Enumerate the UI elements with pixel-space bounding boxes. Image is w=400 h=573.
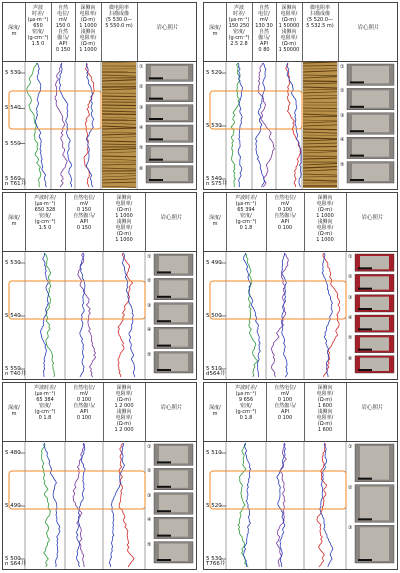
log-curve bbox=[35, 63, 46, 187]
scale-bar bbox=[358, 478, 372, 480]
header-label: 自然 电位/ mV bbox=[258, 5, 270, 23]
core-sample bbox=[159, 256, 188, 273]
log-curve bbox=[109, 443, 124, 567]
core-sample bbox=[151, 66, 188, 79]
header-range: 1 50000 bbox=[278, 23, 300, 29]
header-label: 自然伽马/ API bbox=[274, 403, 296, 415]
header-range: 1 2 000 bbox=[114, 427, 134, 433]
log-curve bbox=[73, 443, 85, 567]
core-sample bbox=[159, 519, 188, 536]
depth-label: 5 540 bbox=[5, 313, 21, 319]
header-label: 岩心照片 bbox=[160, 405, 183, 411]
scale-bar bbox=[157, 345, 171, 347]
core-sample bbox=[159, 329, 188, 346]
scale-bar bbox=[149, 179, 163, 181]
depth-label: 5 500 bbox=[206, 313, 222, 319]
header-label: 深度/ m bbox=[8, 215, 20, 227]
header-range: 130 30 bbox=[255, 23, 273, 29]
scale-bar bbox=[157, 486, 171, 488]
highlight-interval bbox=[9, 471, 145, 509]
scale-bar bbox=[157, 559, 171, 561]
depth-label: 5 550 bbox=[5, 140, 21, 147]
scale-bar bbox=[157, 320, 171, 322]
header-cell bbox=[51, 3, 76, 61]
log-curve bbox=[238, 443, 248, 567]
depth-label: 5 540 bbox=[206, 176, 222, 182]
header-label: 密度/ (g·cm⁻³) bbox=[27, 29, 49, 41]
header-label: 声波时差/ (μs·m⁻¹) bbox=[235, 195, 257, 207]
scale-bar bbox=[350, 81, 364, 83]
header-label: 深侧向 电阻率/ (Ω·m) bbox=[115, 385, 133, 403]
header-cell bbox=[137, 3, 198, 61]
header-label: 自然 伽马/ API bbox=[57, 29, 69, 47]
header-cell bbox=[25, 383, 66, 441]
scale-bar bbox=[358, 288, 372, 290]
log-curve bbox=[55, 63, 67, 187]
header-label: 浅侧向 电阻率/ (Ω·m) bbox=[316, 409, 334, 427]
header-label: 岩心照片 bbox=[160, 215, 183, 221]
header-label: 岩心照片 bbox=[361, 215, 384, 221]
depth-label: 5 480 bbox=[5, 450, 21, 456]
photo-number: ③ bbox=[348, 294, 353, 301]
photo-number: ③ bbox=[139, 104, 144, 111]
header-range: 0 1.8 bbox=[38, 415, 52, 421]
header-range: 0 80 bbox=[258, 47, 270, 53]
header-cell bbox=[3, 3, 26, 61]
log-curve bbox=[243, 443, 250, 567]
scale-bar bbox=[350, 155, 364, 157]
header-cell bbox=[302, 3, 339, 61]
photo-number: ① bbox=[348, 444, 353, 450]
image-log-fracture bbox=[303, 129, 337, 130]
header-cell bbox=[346, 383, 399, 441]
header-cell bbox=[252, 3, 277, 61]
header-range: 1 50000 bbox=[278, 47, 300, 53]
header-label: 岩心照片 bbox=[361, 405, 384, 411]
header-range: 1 2 000 bbox=[114, 403, 134, 409]
header-label: 自然电位/ mV bbox=[73, 385, 95, 397]
photo-number: ④ bbox=[340, 137, 345, 144]
header-label: 密度/ (g·cm⁻³) bbox=[34, 213, 56, 225]
header-cell bbox=[266, 383, 305, 441]
header-cell bbox=[226, 193, 267, 251]
scale-bar bbox=[157, 296, 171, 298]
log-panel bbox=[203, 2, 398, 190]
log-tracks bbox=[3, 251, 196, 379]
header-label: 微电阻率 扫描成像 (5 520.0— 5 532.5 m) bbox=[306, 5, 334, 29]
header-label: 深侧向 电阻率/ (Ω·m) bbox=[79, 5, 97, 23]
header-range: 0 150 bbox=[55, 47, 71, 53]
scale-bar bbox=[157, 369, 171, 371]
photo-number: ③ bbox=[348, 525, 353, 532]
photo-number: ④ bbox=[147, 517, 152, 524]
header-range: 0 1.8 bbox=[239, 225, 253, 231]
header-range: 650 bbox=[33, 23, 43, 29]
header-cell bbox=[65, 193, 104, 251]
log-curve bbox=[282, 253, 288, 377]
header-label: 自然 伽马/ API bbox=[258, 29, 270, 47]
header-cell bbox=[346, 193, 399, 251]
header-cell bbox=[101, 3, 138, 61]
scale-bar bbox=[358, 518, 372, 520]
photo-number: ⑤ bbox=[348, 335, 353, 342]
depth-label: 5 490 bbox=[206, 260, 222, 266]
header-label: 自然伽马/ API bbox=[274, 213, 296, 225]
log-curve bbox=[286, 63, 301, 187]
header-label: 深度/ m bbox=[8, 405, 20, 417]
photo-number: ② bbox=[340, 88, 345, 95]
header-cell bbox=[75, 3, 102, 61]
header-cell bbox=[25, 193, 66, 251]
depth-label: 5 540 bbox=[5, 105, 21, 112]
header-cell bbox=[103, 193, 146, 251]
well-name: n T61井 bbox=[5, 181, 27, 187]
log-curve bbox=[42, 443, 51, 567]
photo-number: ① bbox=[340, 64, 345, 70]
header-range: 0 100 bbox=[76, 415, 92, 421]
header-cell bbox=[25, 3, 52, 61]
log-tracks bbox=[204, 441, 397, 569]
header-range: 0 150 bbox=[76, 207, 92, 213]
photo-number: ⑤ bbox=[340, 161, 345, 168]
header-label: 深度/ m bbox=[209, 405, 221, 417]
log-curve bbox=[256, 63, 266, 187]
header-range: 1.5 0 bbox=[31, 41, 45, 47]
log-header bbox=[204, 193, 397, 252]
header-range: 1 1000 bbox=[316, 213, 334, 219]
scale-bar bbox=[149, 159, 163, 161]
core-sample bbox=[352, 164, 389, 181]
well-name: n S75井 bbox=[206, 181, 228, 187]
photo-number: ② bbox=[348, 484, 353, 491]
photo-number: ⑥ bbox=[139, 165, 144, 172]
header-label: 浅侧向 电阻率/ (Ω·m) bbox=[115, 219, 133, 237]
scale-bar bbox=[149, 98, 163, 100]
core-sample bbox=[159, 495, 188, 512]
core-sample bbox=[159, 354, 188, 371]
header-label: 岩心照片 bbox=[357, 25, 380, 31]
header-range: 1 1000 bbox=[79, 47, 97, 53]
scale-bar bbox=[350, 130, 364, 132]
scale-bar bbox=[157, 271, 171, 273]
header-cell bbox=[226, 3, 253, 61]
scale-bar bbox=[358, 267, 372, 269]
core-sample bbox=[360, 276, 389, 289]
header-range: 0 1.8 bbox=[239, 415, 253, 421]
depth-label: 5 560 bbox=[5, 176, 21, 182]
photo-number: ③ bbox=[147, 302, 152, 309]
log-panel bbox=[2, 382, 197, 570]
log-header bbox=[3, 193, 196, 252]
header-range: 150 0 bbox=[55, 23, 71, 29]
log-curve bbox=[322, 253, 332, 377]
depth-label: 5 510 bbox=[206, 450, 222, 456]
header-range: 65 394 bbox=[237, 207, 255, 213]
log-curve bbox=[41, 253, 49, 377]
log-panel bbox=[203, 192, 398, 380]
header-range: 1 600 bbox=[317, 403, 333, 409]
log-curve bbox=[320, 443, 333, 567]
header-label: 深度/ m bbox=[8, 25, 20, 37]
log-panel bbox=[2, 2, 197, 190]
header-cell bbox=[65, 383, 104, 441]
header-label: 浅侧向 电阻率/ (Ω·m) bbox=[79, 29, 97, 47]
header-cell bbox=[145, 193, 198, 251]
log-tracks bbox=[204, 251, 397, 379]
log-curve bbox=[231, 63, 240, 187]
header-range: 650 328 bbox=[34, 207, 56, 213]
header-range: 1.5 0 bbox=[38, 225, 52, 231]
core-sample bbox=[159, 446, 188, 463]
header-range: 1 1000 bbox=[79, 23, 97, 29]
header-cell bbox=[204, 383, 227, 441]
header-range: 1 600 bbox=[317, 427, 333, 433]
header-label: 声波时差/ (μs·m⁻¹) bbox=[34, 195, 56, 207]
header-label: 声波 时差/ (μs·m⁻¹) bbox=[228, 5, 250, 23]
log-curve bbox=[59, 63, 72, 187]
header-range: 1 1000 bbox=[115, 213, 133, 219]
core-sample bbox=[360, 487, 389, 521]
header-label: 自然伽马/ API bbox=[73, 403, 95, 415]
header-label: 岩心照片 bbox=[156, 25, 179, 31]
scale-bar bbox=[149, 77, 163, 79]
photo-number: ⑤ bbox=[139, 145, 144, 152]
depth-label: 5 500 bbox=[5, 556, 21, 562]
log-header bbox=[204, 3, 397, 62]
header-range: 0 100 bbox=[277, 415, 293, 421]
header-range: 0 100 bbox=[277, 397, 293, 403]
log-header bbox=[3, 3, 196, 62]
log-tracks bbox=[3, 61, 196, 189]
header-label: 密度/ (g·cm⁻³) bbox=[228, 29, 250, 41]
header-range: 2.5 2.8 bbox=[230, 41, 248, 47]
core-sample bbox=[352, 90, 389, 107]
core-sample bbox=[360, 527, 389, 561]
core-sample bbox=[360, 446, 389, 480]
photo-number: ① bbox=[348, 254, 353, 260]
depth-label: 5 490 bbox=[5, 503, 21, 509]
photo-number: ⑥ bbox=[348, 355, 353, 362]
log-tracks bbox=[3, 441, 196, 569]
header-cell bbox=[204, 193, 227, 251]
image-log-fracture bbox=[102, 105, 136, 106]
log-curve bbox=[27, 63, 41, 187]
scale-bar bbox=[149, 118, 163, 120]
photo-number: ① bbox=[147, 254, 152, 260]
header-cell bbox=[226, 383, 267, 441]
header-label: 深度/ m bbox=[209, 25, 221, 37]
photo-number: ② bbox=[147, 278, 152, 285]
header-label: 声波时差/ (μs·m⁻¹) bbox=[235, 385, 257, 397]
photo-number: ② bbox=[147, 468, 152, 475]
photo-number: ③ bbox=[147, 492, 152, 499]
highlight-interval bbox=[9, 281, 145, 319]
log-curve bbox=[78, 253, 96, 377]
header-cell bbox=[3, 193, 26, 251]
scale-bar bbox=[157, 510, 171, 512]
header-label: 密度/ (g·cm⁻³) bbox=[235, 403, 257, 415]
header-label: 深侧向 电阻率/ (Ω·m) bbox=[316, 385, 334, 403]
header-label: 浅侧向 电阻率/ (Ω·m) bbox=[115, 409, 133, 427]
header-cell bbox=[204, 3, 227, 61]
header-label: 自然电位/ mV bbox=[274, 195, 296, 207]
log-curve bbox=[245, 253, 257, 377]
photo-number: ④ bbox=[139, 125, 144, 131]
scale-bar bbox=[149, 138, 163, 140]
depth-label: 5 530 bbox=[206, 556, 222, 562]
header-label: 声波时差/ (μs·m⁻¹) bbox=[34, 385, 56, 397]
photo-number: ④ bbox=[147, 327, 152, 334]
header-label: 自然电位/ mV bbox=[274, 385, 296, 397]
scale-bar bbox=[358, 559, 372, 561]
header-range: 0 150 bbox=[76, 225, 92, 231]
scale-bar bbox=[157, 461, 171, 463]
scale-bar bbox=[350, 179, 364, 181]
header-label: 自然电位/ mV bbox=[73, 195, 95, 207]
core-sample bbox=[352, 66, 389, 83]
well-name: T766井 bbox=[206, 561, 226, 567]
log-curve bbox=[317, 443, 327, 567]
photo-number: ① bbox=[147, 444, 152, 450]
depth-label: 5 520 bbox=[206, 70, 222, 76]
core-sample bbox=[159, 544, 188, 561]
header-label: 自然 电位/ mV bbox=[57, 5, 69, 23]
log-header bbox=[3, 383, 196, 442]
depth-label: 5 510 bbox=[206, 366, 222, 372]
photo-number: ⑤ bbox=[147, 541, 152, 548]
well-name: n S64井 bbox=[5, 561, 27, 567]
header-cell bbox=[338, 3, 399, 61]
scale-bar bbox=[358, 369, 372, 371]
header-label: 浅侧向 电阻率/ (Ω·m) bbox=[316, 219, 334, 237]
core-sample bbox=[352, 115, 389, 132]
log-curve bbox=[323, 253, 340, 377]
depth-label: 5 550 bbox=[5, 366, 21, 372]
log-tracks bbox=[204, 61, 397, 189]
depth-label: 5 530 bbox=[206, 123, 222, 129]
scale-bar bbox=[350, 106, 364, 108]
photo-number: ⑤ bbox=[147, 351, 152, 358]
scale-bar bbox=[358, 349, 372, 351]
scale-bar bbox=[358, 328, 372, 330]
header-label: 声波 时差/ (μs·m⁻¹) bbox=[27, 5, 49, 23]
header-label: 深侧向 电阻率/ (Ω·m) bbox=[280, 5, 298, 23]
photo-number: ③ bbox=[340, 112, 345, 119]
header-cell bbox=[304, 383, 347, 441]
log-curve bbox=[80, 253, 85, 377]
header-cell bbox=[3, 383, 26, 441]
photo-number: ② bbox=[348, 274, 353, 281]
core-sample bbox=[352, 139, 389, 156]
header-label: 微电阻率 扫描成像 (5 530.0— 5 550.0 m) bbox=[105, 5, 133, 29]
log-header bbox=[204, 383, 397, 442]
photo-number: ① bbox=[139, 64, 144, 70]
core-sample bbox=[159, 305, 188, 322]
header-label: 深度/ m bbox=[209, 215, 221, 227]
header-range: 0 100 bbox=[76, 397, 92, 403]
header-range: 1 1000 bbox=[115, 237, 133, 243]
scale-bar bbox=[157, 535, 171, 537]
header-range: 0 100 bbox=[277, 207, 293, 213]
header-label: 浅侧向 电阻率/ (Ω·m) bbox=[280, 29, 298, 47]
header-range: 9 656 bbox=[238, 397, 254, 403]
well-name: n T40井 bbox=[5, 371, 27, 377]
header-cell bbox=[276, 3, 303, 61]
header-cell bbox=[266, 193, 305, 251]
scale-bar bbox=[358, 308, 372, 310]
header-range: 65 384 bbox=[36, 397, 54, 403]
header-label: 深侧向 电阻率/ (Ω·m) bbox=[316, 195, 334, 213]
depth-label: 5 520 bbox=[206, 503, 222, 509]
log-curve bbox=[119, 443, 134, 567]
photo-number: ② bbox=[139, 84, 144, 91]
log-panel bbox=[2, 192, 197, 380]
header-cell bbox=[304, 193, 347, 251]
header-label: 密度/ (g·cm⁻³) bbox=[235, 213, 257, 225]
highlight-interval bbox=[210, 281, 346, 319]
image-log-fracture bbox=[303, 65, 337, 66]
header-range: 150 250 bbox=[228, 23, 250, 29]
header-cell bbox=[103, 383, 146, 441]
photo-number: ④ bbox=[348, 315, 353, 321]
depth-label: 5 530 bbox=[5, 260, 21, 266]
log-panel bbox=[203, 382, 398, 570]
log-curve bbox=[243, 253, 260, 377]
header-label: 密度/ (g·cm⁻³) bbox=[34, 403, 56, 415]
depth-label: 5 530 bbox=[5, 70, 21, 76]
core-sample bbox=[159, 280, 188, 297]
header-range: 1 1000 bbox=[316, 237, 334, 243]
header-label: 深侧向 电阻率/ (Ω·m) bbox=[115, 195, 133, 213]
well-name: d564井 bbox=[206, 371, 226, 377]
header-cell bbox=[145, 383, 198, 441]
header-label: 自然伽马/ API bbox=[73, 213, 95, 225]
header-range: 0 100 bbox=[277, 225, 293, 231]
core-sample bbox=[159, 470, 188, 487]
